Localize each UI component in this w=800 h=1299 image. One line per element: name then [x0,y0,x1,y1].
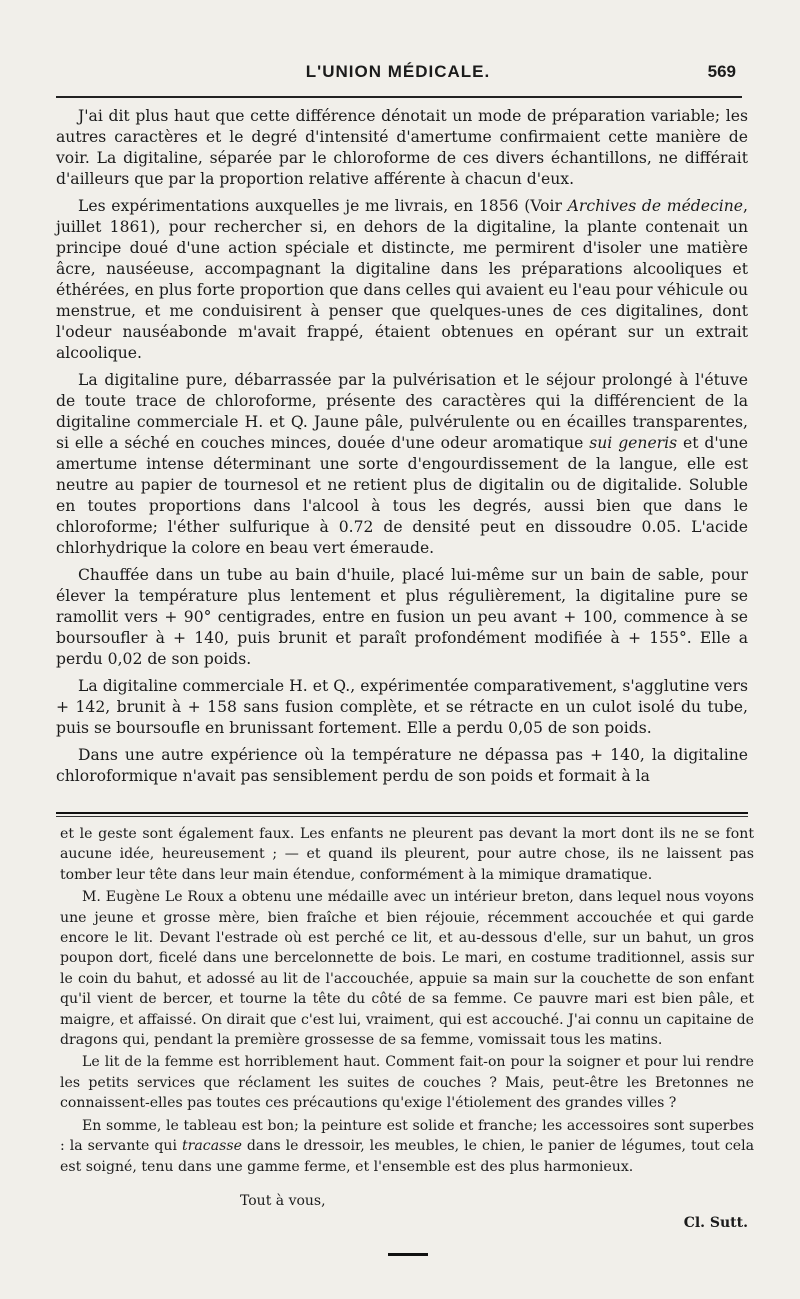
feuilleton-paragraph: Le lit de la femme est horriblement haut. Comment fait-on pour la soigner et pour lui rendre les petits services que réclament les suites de couches ? Mais, peut-être les Bretonnes ne connaissent-elles pas toutes ces précautions qu'exige l'étiolement des grandes villes ? [60,1054,754,1112]
page-number: 569 [707,62,736,81]
article-paragraph: Les expérimentations auxquelles je me livrais, en 1856 (Voir Archives de médecine, juillet 1861), pour rechercher si, en dehors de la digitaline, la plante contenait un principe doué d'une action spéciale et distincte, me permirent d'isoler une matière âcre, nauséeuse, accompagnant la digitaline dans les préparations alcooliques et éthérées, en plus forte proportion que dans celles qui avaient eu l'eau pour véhicule ou menstrue, et me conduisirent à penser que quelques-unes de ces digitalines, dont l'odeur nauséabonde m'avait frappé, étaient obtenues en opérant sur un extrait alcoolique. [56,197,748,362]
italic-word: tracasse [182,1138,242,1155]
article-paragraph: Dans une autre expérience où la température ne dépassa pas + 140, la digitaline chloroformique n'avait pas sensiblement perdu de son poids et formait à la [56,746,748,785]
article-paragraph: J'ai dit plus haut que cette différence dénotait un mode de préparation variable; les autres caractères et le degré d'intensité d'amertume confirmaient cette manière de voir. La digitaline, séparée par le chloroforme de ces divers échantillons, ne différait d'ailleurs que par la proportion relative afférente à chacun d'eux. [56,107,748,188]
feuilleton-paragraph: M. Eugène Le Roux a obtenu une médaille avec un intérieur breton, dans lequel nous voyons une jeune et grosse mère, bien fraîche et bien réjouie, récemment accouchée et qui garde encore le lit. Devant l'estrade où est perché ce lit, et au-dessous d'elle, sur un bahut, un gros poupon dort, ficelé dans une bercelonnette de bois. Le mari, en costume traditionnel, assis sur le coin du bahut, et adossé au lit de l'accouchée, appuie sa main sur la couchette de son enfant qu'il vient de bercer, et tourne la tête du côté de sa femme. Ce pauvre mari est bien pâle, et maigre, et affaissé. On dirait que c'est lui, vraiment, qui est accouché. J'ai connu un capitaine de dragons qui, pendant la première grossesse de sa femme, vomissait tous les matins. [60,889,754,1049]
closing-line: Tout à vous, [240,1193,326,1209]
feuilleton-divider-thin [56,816,748,817]
journal-title: L'UNION MÉDICALE. [305,62,491,81]
article-paragraph: La digitaline pure, débarrassée par la pulvérisation et le séjour prolongé à l'étuve de toute trace de chloroforme, présente des caractères qui la différencient de la digitaline commerciale H. et Q. Jaune pâle, pulvérulente ou en écailles transparentes, si elle a séché en couches minces, douée d'une odeur aromatique sui generis et d'une amertume intense déterminant une sorte d'engourdissement de la langue, elle est neutre au papier de tournesol et ne retient plus de digitalin ou de digitalide. Soluble en toutes proportions dans l'alcool à tous les degrés, aussi bien que dans le chloroforme; l'éther sulfurique à 0.72 de densité peut en dissoudre 0.05. L'acide chlorhydrique la colore en beau vert émeraude. [56,371,748,557]
article-body [56,106,748,790]
page-header [56,62,740,92]
article-paragraph: La digitaline commerciale H. et Q., expérimentée comparativement, s'agglutine vers + 142, brunit à + 158 sans fusion complète, et se rétracte en un culot isolé du tube, puis se boursoufle en brunissant fortement. Elle a perdu 0,05 de son poids. [56,677,748,737]
feuilleton-divider [56,812,748,814]
article-paragraph: Chauffée dans un tube au bain d'huile, placé lui-même sur un bain de sable, pour élever la température plus lentement et plus régulièrement, la digitaline pure se ramollit vers + 90° centigrades, entre en fusion un peu avant + 100, commence à se boursoufler à + 140, puis brunit et paraît profondément modifiée à + 155°. Elle a perdu 0,02 de son poids. [56,566,748,668]
header-rule [56,96,742,98]
signature: Cl. Sutt. [683,1215,748,1231]
feuilleton-body [60,824,754,1179]
end-rule [388,1253,428,1256]
italic-reference: Archives de médecine [567,197,744,215]
italic-term: sui generis [589,434,678,452]
feuilleton-paragraph: En somme, le tableau est bon; la peinture est solide et franche; les accessoires sont superbes : la servante qui tracasse dans le dressoir, les meubles, le chien, le panier de légumes, tout cela est soigné, tenu dans une gamme ferme, et l'ensemble est des plus harmonieux. [60,1117,754,1175]
feuilleton-paragraph: et le geste sont également faux. Les enfants ne pleurent pas devant la mort dont ils ne se font aucune idée, heureusement ; — et quand ils pleurent, pour autre chose, ils ne laissent pas tomber leur tête dans leur main étendue, conformément à la mimique dramatique. [60,826,754,883]
